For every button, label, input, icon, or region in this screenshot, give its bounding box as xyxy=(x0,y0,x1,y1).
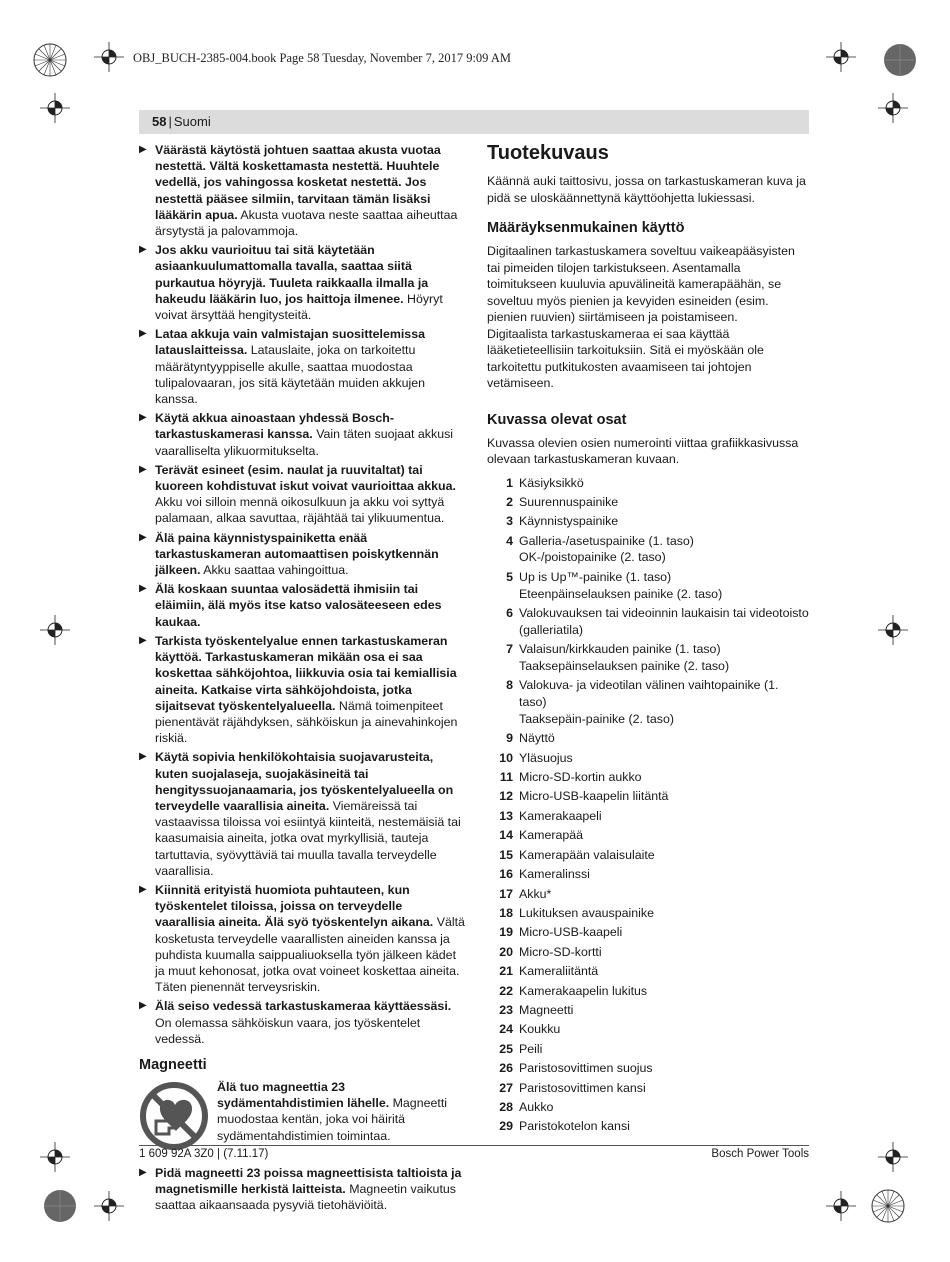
part-label xyxy=(519,943,809,962)
part-label-line: Käsiyksikkö xyxy=(519,475,584,490)
safety-item-text: Akusta vuotava neste saattaa aiheuttaa ärsytystä ja palovammoja. xyxy=(155,207,458,239)
part-label xyxy=(519,962,809,981)
part-item xyxy=(487,1079,809,1098)
part-number: 23 xyxy=(499,1002,513,1017)
part-number: 7 xyxy=(506,642,513,657)
magnet-warning-bold: Älä tuo magneettia 23 sydämentahdistimien lähelle. xyxy=(217,1079,390,1111)
part-label-line: Micro-SD-kortti xyxy=(519,944,602,959)
part-number: 12 xyxy=(499,789,513,804)
part-label-line: Paristokotelon kansi xyxy=(519,1119,630,1134)
part-item xyxy=(487,604,809,640)
part-label-line: Kameralinssi xyxy=(519,867,590,882)
part-item xyxy=(487,962,809,981)
part-label-line: Taaksepäin-painike (2. taso) xyxy=(519,711,674,726)
part-number: 14 xyxy=(499,828,513,843)
part-label xyxy=(519,1020,809,1039)
part-item xyxy=(487,1001,809,1020)
part-item xyxy=(487,826,809,845)
part-label xyxy=(519,512,809,531)
intended-use-paragraph-2: Digitaalista tarkastuskameraa ei saa käyttää lääketieteellisiin tarkoituksiin. Sitä ei myöskään ole tarkoitettu putkitukosten avaamiseen tai johtojen vetämiseen. xyxy=(487,326,764,390)
part-item xyxy=(487,1117,809,1136)
safety-item-bold: Jos akku vaurioituu tai sitä käytetään asiaankuulumattomalla tavalla, saattaa siitä purkautua höyryjä. Tuuleta raikkaalla ilmalla ja hakeudu lääkärin luo, jos haittoja ilmenee. xyxy=(155,243,429,306)
part-number: 25 xyxy=(499,1041,513,1056)
part-label xyxy=(519,807,809,826)
part-label-line: Peili xyxy=(519,1041,543,1056)
part-label xyxy=(519,768,809,787)
part-label xyxy=(519,1079,809,1098)
page-number: 58 xyxy=(152,114,167,129)
safety-item-text: Viemäreissä tai vastaavissa tiloissa voi esiintyä kiinteitä, nestemäisiä tai kaasumaisia aineita, jotka ovat myrkyllisiä, tauteja tartuttavia, syövyttäviä tai muulla tavalla terveydelle vaarallisia. xyxy=(155,798,461,878)
part-item xyxy=(487,1059,809,1078)
safety-item xyxy=(139,749,465,879)
part-item xyxy=(487,923,809,942)
safety-item xyxy=(139,882,465,995)
part-item xyxy=(487,846,809,865)
intro-paragraph: Käännä auki taittosivu, jossa on tarkastuskameran kuva ja pidä se uloskäännettynä käyttöohjetta lukiessasi. xyxy=(487,174,806,205)
part-label xyxy=(519,493,809,512)
magnet-heading: Magneetti xyxy=(139,1056,207,1073)
pacemaker-prohibition-icon xyxy=(139,1081,209,1151)
part-label-line: Kamerapää xyxy=(519,828,584,843)
part-label-line: Galleria-/asetuspainike (1. taso) xyxy=(519,533,694,548)
part-label xyxy=(519,787,809,806)
part-label-line: Magneetti xyxy=(519,1002,574,1017)
part-item xyxy=(487,885,809,904)
part-number: 20 xyxy=(499,944,513,959)
part-label-line: Paristosovittimen kansi xyxy=(519,1080,646,1095)
parts-heading: Kuvassa olevat osat xyxy=(487,411,627,428)
part-number: 24 xyxy=(499,1022,513,1037)
safety-item-text: On olemassa sähköiskun vaara, jos työskentelet vedessä. xyxy=(155,1015,421,1046)
safety-item-bold: Väärästä käytöstä johtuen saattaa akusta vuotaa nestettä. Vältä koskettamasta nestettä. Huuhtele vedellä, jos vahingossa kosketat nestettä. Jos nestettä pääsee silmiin, tarvitaan tämän lisäksi lääkärin apua. xyxy=(155,143,441,222)
part-label-line: Valaisun/kirkkauden painike (1. taso) xyxy=(519,642,721,657)
part-label xyxy=(519,885,809,904)
part-label-line: Käynnistyspainike xyxy=(519,514,619,529)
right-column xyxy=(487,142,809,1137)
section-title: Tuotekuvaus xyxy=(487,142,609,164)
footer-divider xyxy=(139,1145,809,1146)
crosshair-mark-icon xyxy=(826,1191,856,1221)
triangle-right-icon: ▶ xyxy=(139,412,147,424)
registration-mark-icon xyxy=(858,1176,918,1236)
safety-item xyxy=(139,633,465,746)
part-number: 21 xyxy=(499,964,513,979)
footer-brand: Bosch Power Tools xyxy=(711,1148,809,1160)
part-label-line: Kamerapään valaisulaite xyxy=(519,847,655,862)
safety-item-bold: Älä paina käynnistyspainiketta enää tarkastuskameran automaattisen poiskytkennän jälkeen. xyxy=(155,530,439,578)
triangle-right-icon: ▶ xyxy=(139,1166,147,1178)
part-item xyxy=(487,807,809,826)
part-item xyxy=(487,474,809,493)
part-item xyxy=(487,1040,809,1059)
part-label-line: Micro-USB-kaapeli xyxy=(519,925,623,940)
part-label-line: Kameraliitäntä xyxy=(519,964,599,979)
part-label-line: Näyttö xyxy=(519,731,555,746)
crosshair-mark-icon xyxy=(878,93,908,123)
part-item xyxy=(487,865,809,884)
part-number: 3 xyxy=(506,514,513,529)
part-label xyxy=(519,923,809,942)
safety-item-text: Nämä toimenpiteet pienentävät räjähdyksen, sähköiskun ja ainevahinkojen riskiä. xyxy=(155,698,458,746)
safety-item-text: Höyryt voivat ärsyttää hengitysteitä. xyxy=(155,291,443,323)
parts-intro: Kuvassa olevien osien numerointi viittaa grafiikkasivussa olevaan tarkastuskameran kuvaan. xyxy=(487,435,799,466)
part-label-line: Kamerakaapeli xyxy=(519,808,602,823)
part-label-line: Lukituksen avauspainike xyxy=(519,905,655,920)
safety-item xyxy=(139,326,465,407)
safety-item-text: Akku voi silloin mennä oikosulkuun ja akku voi syttyä palamaan, alkaa savuttaa, räjähtää tai ylikuumentua. xyxy=(155,495,445,526)
triangle-right-icon: ▶ xyxy=(139,244,147,256)
part-label xyxy=(519,904,809,923)
part-item xyxy=(487,982,809,1001)
part-label xyxy=(519,826,809,845)
part-label-line: Kamerakaapelin lukitus xyxy=(519,983,648,998)
safety-item-bold: Kiinnitä erityistä huomiota puhtauteen, kun työskentelet tiloissa, joissa on terveydelle vaarallisia aineita. Älä syö työskentelyn aikana. xyxy=(155,882,434,930)
part-item xyxy=(487,640,809,676)
part-item xyxy=(487,512,809,531)
safety-item-text: Vältä kosketusta terveydelle vaarallisten aineiden kanssa ja puhdista kuumalla saippualiuoksella työn jälkeen kädet ja muut kehonosat, jotka ovat voineet koskettaa aineita. Täten pienennät terveysriskin. xyxy=(155,915,465,995)
part-number: 13 xyxy=(499,808,513,823)
part-label-line: Micro-USB-kaapelin liitäntä xyxy=(519,789,669,804)
triangle-right-icon: ▶ xyxy=(139,144,147,155)
part-label-line: Suurennuspainike xyxy=(519,494,619,509)
part-item xyxy=(487,729,809,748)
triangle-right-icon: ▶ xyxy=(139,883,147,895)
part-number: 28 xyxy=(499,1099,513,1114)
part-label-line: OK-/poistopainike (2. taso) xyxy=(519,550,666,565)
part-item xyxy=(487,943,809,962)
part-label xyxy=(519,1001,809,1020)
triangle-right-icon: ▶ xyxy=(139,751,147,763)
crosshair-mark-icon xyxy=(878,615,908,645)
triangle-right-icon: ▶ xyxy=(139,463,147,475)
part-label xyxy=(519,532,809,568)
safety-item-bold: Älä koskaan suuntaa valosädettä ihmisiin tai eläimiin, älä myös itse katso valosäteeseen edes kaukaa. xyxy=(155,582,442,629)
part-number: 6 xyxy=(506,606,513,621)
part-number: 5 xyxy=(506,569,513,584)
page-header-bar xyxy=(139,110,809,134)
part-label xyxy=(519,1098,809,1117)
part-label xyxy=(519,568,809,604)
part-item xyxy=(487,787,809,806)
magnet-warning-normal: Magneetti muodostaa kentän, joka voi häiritä sydämentahdistimien toimintaa. xyxy=(217,1096,448,1143)
part-item xyxy=(487,749,809,768)
part-number: 11 xyxy=(499,770,513,785)
magnet-item-normal: Magneetin vaikutus saattaa aikaansaada pysyviä tietohäviöitä. xyxy=(155,1182,456,1213)
crosshair-mark-icon xyxy=(826,42,856,72)
part-label xyxy=(519,729,809,748)
part-item xyxy=(487,676,809,729)
part-number: 17 xyxy=(499,886,513,901)
safety-item-bold: Terävät esineet (esim. naulat ja ruuvitaltat) tai kuoreen kohdistuvat iskut voivat vaurioittaa akkua. xyxy=(155,462,456,494)
safety-item-text: Vain täten suojaat akkusi vaaralliselta ylikuormitukselta. xyxy=(155,427,454,458)
part-label-line: Akku* xyxy=(519,886,552,901)
left-column xyxy=(139,142,465,1217)
magnet-item-bold: Pidä magneetti 23 poissa magneettisista taltioista ja magnetismille herkistä laitteista. xyxy=(155,1165,462,1197)
language-label: Suomi xyxy=(173,114,211,129)
part-label xyxy=(519,640,809,676)
part-number: 19 xyxy=(499,925,513,940)
safety-item xyxy=(139,581,465,630)
triangle-right-icon: ▶ xyxy=(139,583,147,595)
part-label-line: Yläsuojus xyxy=(519,750,573,765)
part-item xyxy=(487,1020,809,1039)
part-number: 22 xyxy=(499,983,513,998)
part-label-line: Taaksepäinselauksen painike (2. taso) xyxy=(519,658,730,673)
part-label xyxy=(519,1040,809,1059)
part-item xyxy=(487,768,809,787)
safety-item xyxy=(139,998,465,1047)
part-label xyxy=(519,676,809,729)
part-label xyxy=(519,604,809,640)
part-label xyxy=(519,749,809,768)
safety-item xyxy=(139,410,465,459)
part-label-line: Paristosovittimen suojus xyxy=(519,1061,653,1076)
safety-item xyxy=(139,462,465,527)
part-number: 18 xyxy=(499,905,513,920)
part-label-line: Koukku xyxy=(519,1022,561,1037)
part-number: 15 xyxy=(499,847,513,862)
part-number: 1 xyxy=(506,475,513,490)
part-item xyxy=(487,532,809,568)
triangle-right-icon: ▶ xyxy=(139,531,147,543)
crosshair-mark-icon xyxy=(878,1142,908,1172)
part-label xyxy=(519,474,809,493)
safety-list xyxy=(139,142,465,1047)
registration-mark-icon xyxy=(20,30,80,90)
part-label xyxy=(519,982,809,1001)
safety-item-bold: Käytä sopivia henkilökohtaisia suojavarusteita, kuten suojalaseja, suojakäsineitä tai hengityssuojanaamaria, jos työskentelyalueella on terveydelle vaarallisia aineita. xyxy=(155,750,454,813)
part-number: 9 xyxy=(506,731,513,746)
safety-item-bold: Käytä akkua ainoastaan yhdessä Bosch-tarkastuskamerasi kanssa. xyxy=(155,411,394,442)
part-item xyxy=(487,904,809,923)
safety-item-bold: Älä seiso vedessä tarkastuskameraa käyttäessäsi. xyxy=(155,999,452,1014)
crosshair-mark-icon xyxy=(40,93,70,123)
part-label-line: (galleriatila) xyxy=(519,622,584,637)
part-number: 16 xyxy=(499,867,513,882)
registration-mark-icon xyxy=(870,30,930,90)
safety-item xyxy=(139,530,465,579)
crosshair-mark-icon xyxy=(94,1191,124,1221)
part-label xyxy=(519,1117,809,1136)
print-header: OBJ_BUCH-2385-004.book Page 58 Tuesday, November 7, 2017 9:09 AM xyxy=(133,51,512,65)
part-label xyxy=(519,1059,809,1078)
part-item xyxy=(487,1098,809,1117)
part-label-line: Eteenpäinselauksen painike (2. taso) xyxy=(519,586,723,601)
crosshair-mark-icon xyxy=(40,1142,70,1172)
safety-item-text: Latauslaite, joka on tarkoitettu määrätyntyyppiselle akulle, saattaa muodostaa tulipalovaaran, jos sitä käytetään muiden akkujen kanssa. xyxy=(155,343,426,407)
part-number: 26 xyxy=(499,1061,513,1076)
part-label-line: Micro-SD-kortin aukko xyxy=(519,770,642,785)
safety-item-text: Akku saattaa vahingoittua. xyxy=(200,563,349,578)
footer-doc-number: 1 609 92A 3Z0 | (7.11.17) xyxy=(139,1148,269,1160)
triangle-right-icon: ▶ xyxy=(139,328,147,340)
intended-use-paragraph: Digitaalinen tarkastuskamera soveltuu vaikeapääsyisten tai pimeiden tilojen tarkistukseen. Asentamalla toimitukseen kuuluvia apuvälineitä kamerapäähän, se soveltuu myös pienien ja kevyiden esineiden (esim. pienien ruuvien) siirtämiseen ja poistamiseen. xyxy=(487,244,795,324)
triangle-right-icon: ▶ xyxy=(139,1000,147,1012)
crosshair-mark-icon xyxy=(40,615,70,645)
triangle-right-icon: ▶ xyxy=(139,634,147,646)
part-label-line: Valokuva- ja videotilan välinen vaihtopainike (1. taso) xyxy=(519,678,779,710)
part-number: 10 xyxy=(499,750,513,765)
parts-list xyxy=(487,474,809,1137)
safety-item xyxy=(139,142,465,239)
part-label-line: Aukko xyxy=(519,1099,554,1114)
part-label-line: Up is Up™-painike (1. taso) xyxy=(519,569,672,584)
safety-item xyxy=(139,242,465,323)
part-label-line: Valokuvauksen tai videoinnin laukaisin tai videotoisto xyxy=(519,606,809,621)
intended-use-heading: Määräyksenmukainen käyttö xyxy=(487,220,685,236)
magnet-safety-item xyxy=(139,1165,465,1214)
part-item xyxy=(487,493,809,512)
part-number: 2 xyxy=(506,494,513,509)
crosshair-mark-icon xyxy=(94,42,124,72)
part-number: 27 xyxy=(499,1080,513,1095)
magnet-warning-block xyxy=(139,1079,465,1151)
magnet-warning-text xyxy=(217,1079,465,1144)
safety-item-bold: Lataa akkuja vain valmistajan suosittelemissa latauslaitteissa. xyxy=(155,327,425,358)
part-label xyxy=(519,865,809,884)
part-number: 8 xyxy=(506,678,513,693)
part-number: 4 xyxy=(506,533,513,548)
part-item xyxy=(487,568,809,604)
header-separator: | xyxy=(168,114,172,129)
registration-mark-icon xyxy=(30,1176,90,1236)
safety-item-bold: Tarkista työskentelyalue ennen tarkastuskameran käyttöä. Tarkastuskameran mikään osa ei saa koskettaa sähköjohtoa, liikkuvia osia tai kemiallisia aineita. Katkaise virta sähköjohdoista, jotka sijaitsevat työskentelyalueella. xyxy=(155,633,457,713)
part-number: 29 xyxy=(499,1119,513,1134)
part-label xyxy=(519,846,809,865)
